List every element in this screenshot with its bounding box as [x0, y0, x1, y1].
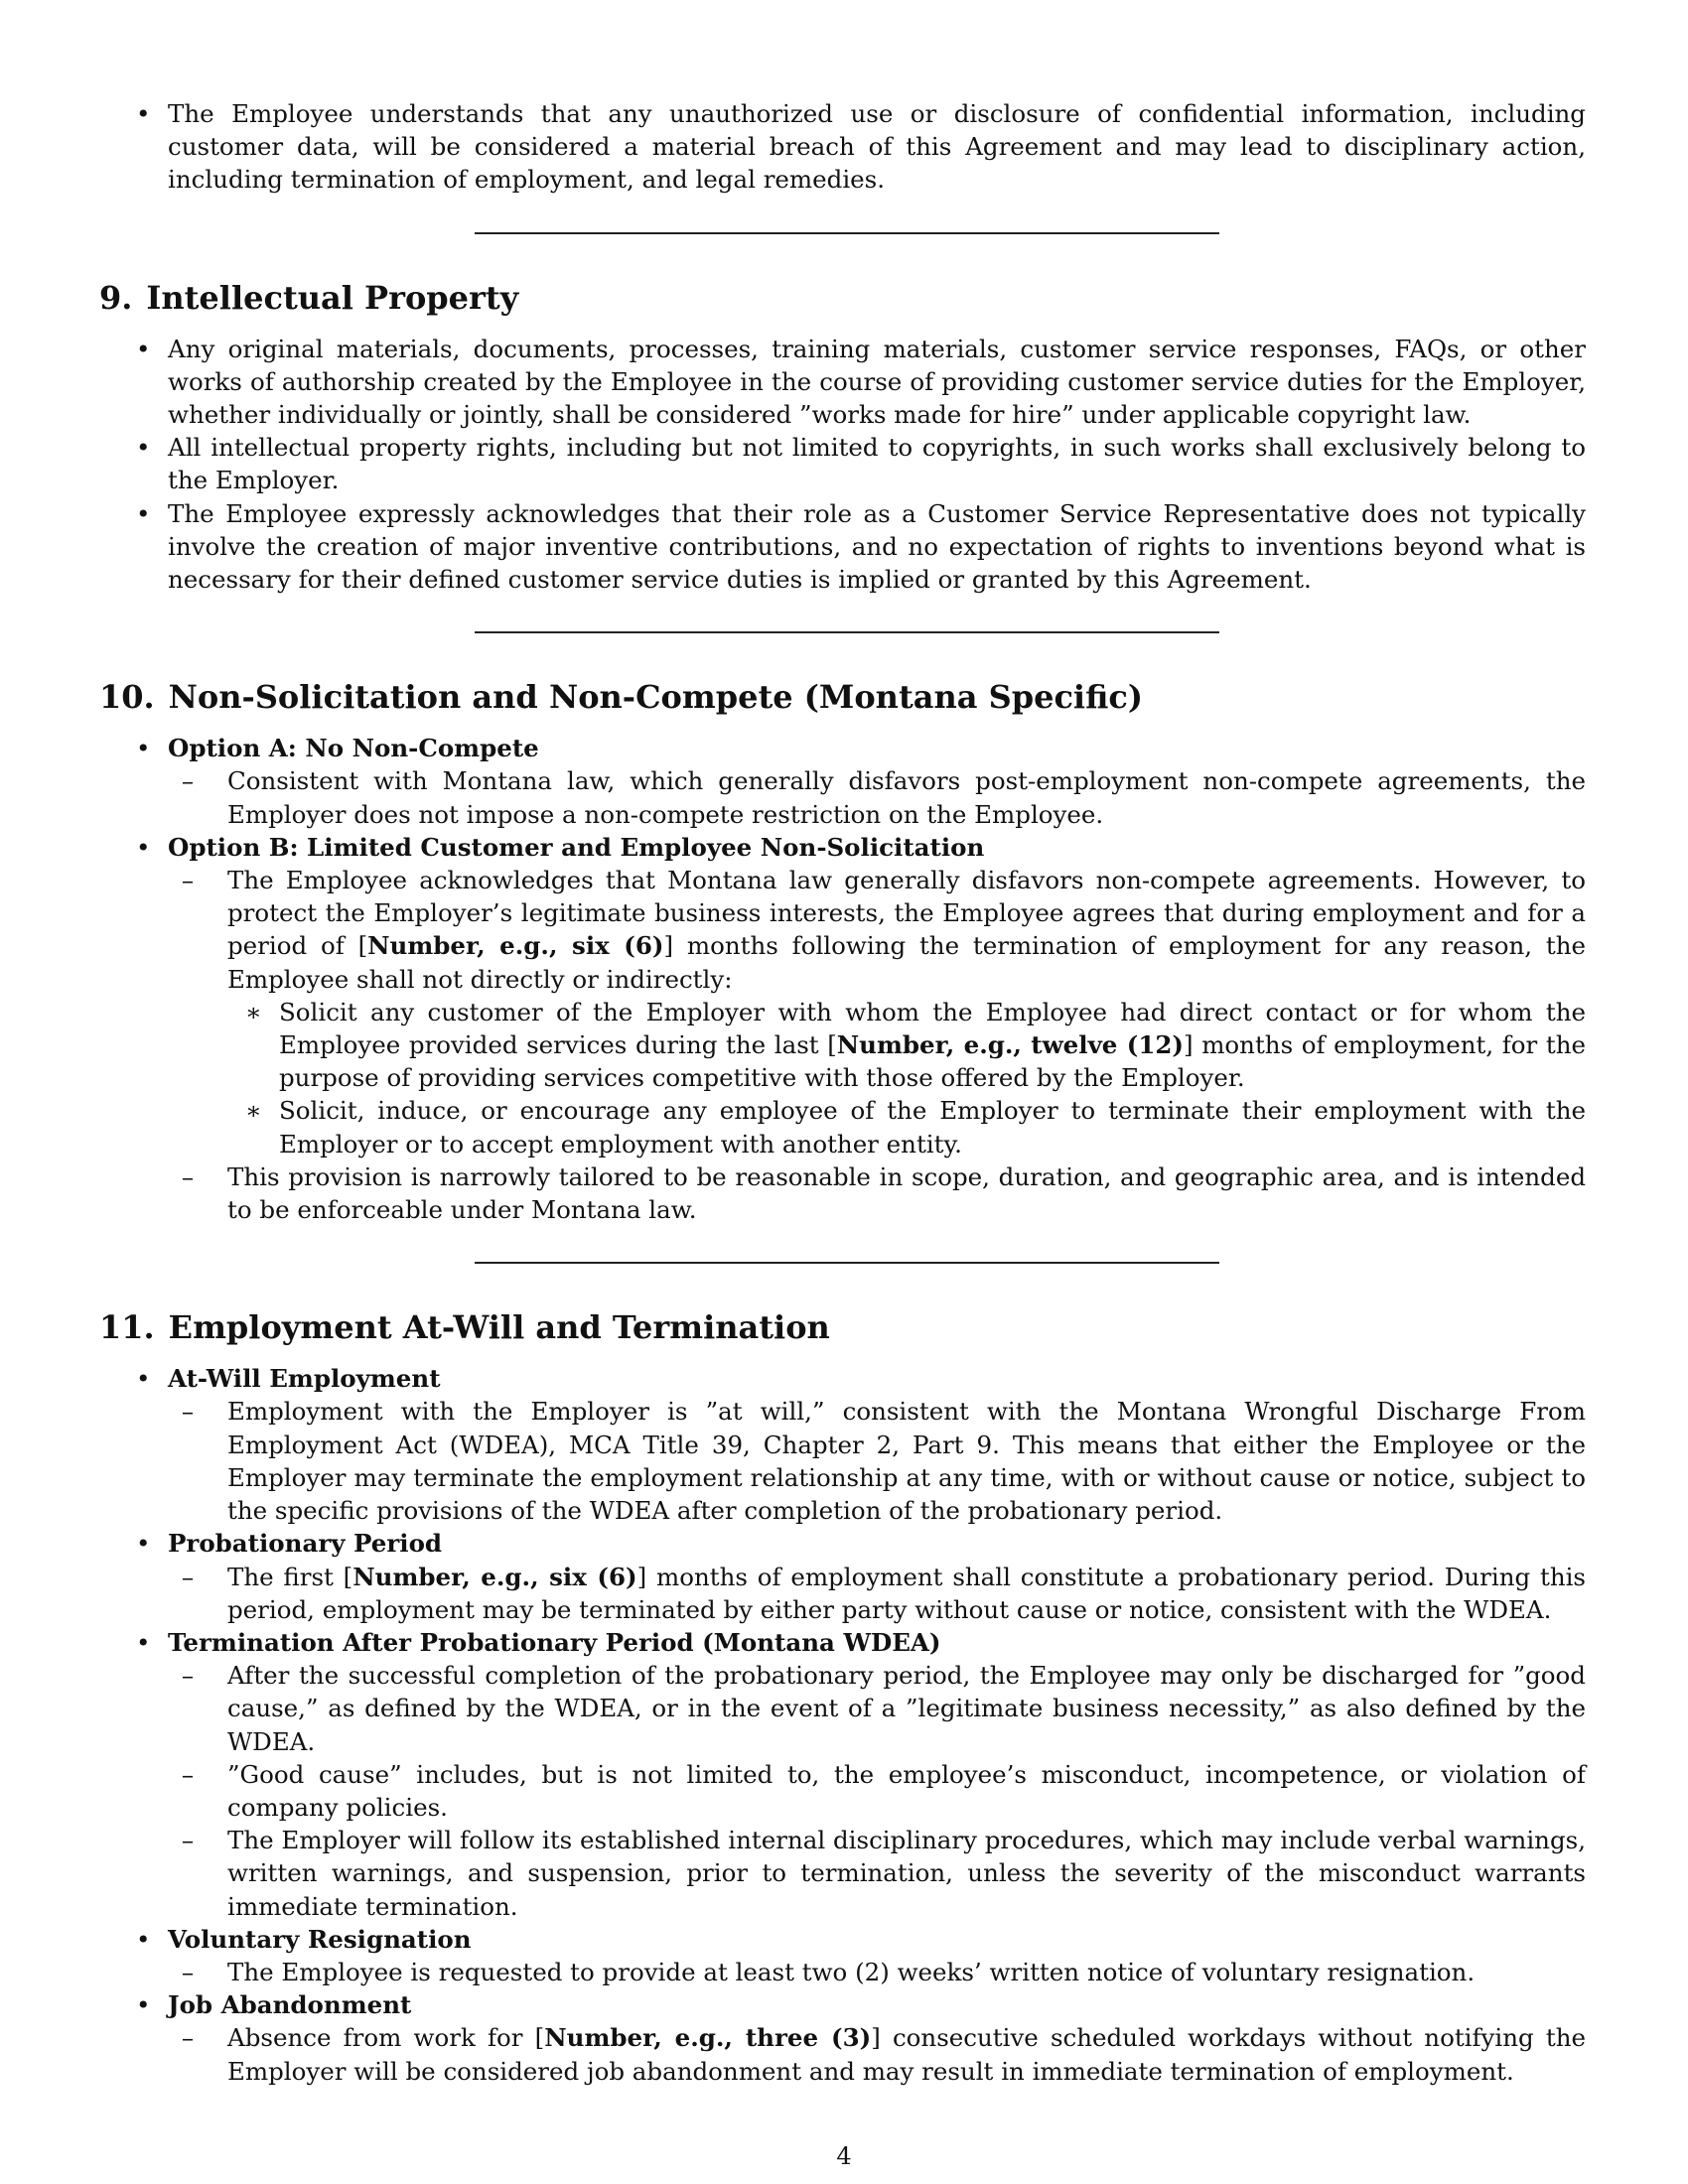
- bullet-icon: •: [136, 1529, 151, 1559]
- list-item: – The Employee is requested to provide at least two (2) weeks’ written notice of voluntary resignation.: [168, 1956, 1586, 1988]
- list-item: • The Employee understands that any unauthorized use or disclosure of confidential information, including customer data, will be considered a material breach of this Agreement and may lead to disciplinary action, including termination of employment, and legal remedies.: [136, 99, 1586, 195]
- list-item: – ”Good cause” includes, but is not limited to, the employee’s misconduct, incompetence, or violation of company policies.: [168, 1758, 1586, 1824]
- section-10-list: [99, 732, 1586, 1226]
- section-heading-10: 10. Non-Solicitation and Non-Compete (Montana Specific): [99, 678, 1143, 717]
- list-item: • Job Abandonment – Absence from work for [Number, e.g., three (3)] consecutive scheduled workdays without notifying the Employer will be considered job abandonment and may result in immediate termination of employment.: [99, 1988, 1586, 2088]
- list-item: – Employment with the Employer is ”at will,” consistent with the Montana Wrongful Discharge From Employment Act (WDEA), MCA Title 39, Chapter 2, Part 9. This means that either the Employee or the Employer may terminate the employment relationship at any time, with or without cause or notice, subject to the specific provisions of the WDEA after completion of the probationary period.: [168, 1395, 1586, 1527]
- sub-list: [168, 1659, 1586, 1923]
- list-item: – The Employee acknowledges that Montana law generally disfavors non-compete agreements. However, to protect the Employer’s legitimate business interests, the Employee agrees that during employment and for a period of [Number, e.g., six (6)] months following the termination of employment for any reason, the Employee shall not directly or indirectly: ∗ Solicit any customer of the Employer with whom the Employee had direct contact or for whom the Employee provided services during the last [Number, e.g., twelve (12)] months of employment, for the purpose of providing services competitive with those offered by the Employer. ∗ Solicit, induce, or encourage any employee of the Employer to terminate their employment with the Employer or to accept employment with another entity.: [168, 864, 1586, 1160]
- dash-icon: –: [181, 866, 195, 895]
- list-item: – The Employer will follow its established internal disciplinary procedures, which may include verbal warnings, written warnings, and suspension, prior to termination, unless the severity of the misconduct warrants immediate termination.: [168, 1824, 1586, 1923]
- bullet-icon: •: [136, 99, 151, 128]
- sub-list: [168, 1956, 1586, 1988]
- list-item: • All intellectual property rights, including but not limited to copyrights, in such works shall exclusively belong to the Employer.: [136, 433, 1586, 495]
- list-item: • The Employee expressly acknowledges that their role as a Customer Service Representative does not typically involve the creation of major inventive contributions, and no expectation of rights to inventions beyond what is necessary for their defined customer service duties is implied or granted by this Agreement.: [136, 498, 1586, 595]
- asterisk-icon: ∗: [245, 1096, 262, 1126]
- bullet-icon: •: [136, 832, 151, 862]
- sub-list: [168, 864, 1586, 1226]
- list-item: ∗ Solicit any customer of the Employer with whom the Employee had direct contact or for whom the Employee provided services during the last [Number, e.g., twelve (12)] months of employment, for the purpose of providing services competitive with those offered by the Employer.: [245, 997, 1586, 1093]
- list-item: – This provision is narrowly tailored to be reasonable in scope, duration, and geographic area, and is intended to be enforceable under Montana law.: [168, 1160, 1586, 1226]
- bullet-icon: •: [136, 1990, 151, 2020]
- sub-list: [168, 1395, 1586, 1527]
- section-heading-11: 11. Employment At-Will and Termination: [99, 1308, 830, 1347]
- list-item: • Any original materials, documents, processes, training materials, customer service responses, FAQs, or other works of authorship created by the Employee in the course of providing customer service duties for the Employer, whether individually or jointly, shall be considered ”works made for hire” under applicable copyright law.: [136, 334, 1586, 430]
- bullet-icon: •: [136, 1924, 151, 1954]
- page-number: 4: [836, 2142, 852, 2170]
- section-divider: [475, 232, 1219, 234]
- section-divider: [475, 631, 1219, 633]
- list-item: – After the successful completion of the probationary period, the Employee may only be discharged for ”good cause,” as defined by the WDEA, or in the event of a ”legitimate business necessity,” as also defined by the WDEA.: [168, 1659, 1586, 1758]
- list-item: • Option A: No Non-Compete – Consistent with Montana law, which generally disfavors post-employment non-compete agreements, the Employer does not impose a non-compete restriction on the Employee.: [99, 732, 1586, 831]
- dash-icon: –: [181, 2023, 195, 2053]
- dash-icon: –: [181, 766, 195, 796]
- dash-icon: –: [181, 1397, 195, 1427]
- list-item: • Option B: Limited Customer and Employee Non-Solicitation – The Employee acknowledges that Montana law generally disfavors non-compete agreements. However, to protect the Employer’s legitimate business interests, the Employee agrees that during employment and for a period of [Number, e.g., six (6)] months following the termination of employment for any reason, the Employee shall not directly or indirectly: ∗ Solicit any customer of the Employer with whom the Employee had direct contact or for whom the Employee provided services during the last [Number, e.g., twelve (12)] months of employment, for the purpose of providing services competitive with those offered by the Employer. ∗ Solicit, induce, or encourage any employee of the Employer to terminate their employment with the Employer or to accept employment with another entity. – This provision is narrowly tailored to be reasonable in scope, duration, and geographic area, and is intended to be enforceable under Montana law.: [99, 831, 1586, 1226]
- bullet-icon: •: [136, 1627, 151, 1657]
- list-item: • Voluntary Resignation – The Employee is requested to provide at least two (2) weeks’ written notice of voluntary resignation.: [99, 1923, 1586, 1988]
- section-heading-9: 9. Intellectual Property: [99, 278, 519, 317]
- section-11-list: [99, 1362, 1586, 2087]
- dash-icon: –: [181, 1826, 195, 1855]
- list-item: – The first [Number, e.g., six (6)] months of employment shall constitute a probationary period. During this period, employment may be terminated by either party without cause or notice, consistent with the WDEA.: [168, 1561, 1586, 1626]
- list-item: – Absence from work for [Number, e.g., three (3)] consecutive scheduled workdays without notifying the Employer will be considered job abandonment and may result in immediate termination of employment.: [168, 2021, 1586, 2087]
- sub-list: [168, 764, 1586, 830]
- list-item: • At-Will Employment – Employment with the Employer is ”at will,” consistent with the Montana Wrongful Discharge From Employment Act (WDEA), MCA Title 39, Chapter 2, Part 9. This means that either the Employee or the Employer may terminate the employment relationship at any time, with or without cause or notice, subject to the specific provisions of the WDEA after completion of the probationary period.: [99, 1362, 1586, 1527]
- document-page: [99, 97, 1586, 2088]
- asterisk-icon: ∗: [245, 997, 262, 1026]
- list-item: ∗ Solicit, induce, or encourage any employee of the Employer to terminate their employment with the Employer or to accept employment with another entity.: [245, 1096, 1586, 1159]
- sub-sub-list: [227, 996, 1586, 1160]
- dash-icon: –: [181, 1759, 195, 1789]
- list-item: • Termination After Probationary Period (Montana WDEA) – After the successful completion of the probationary period, the Employee may only be discharged for ”good cause,” as defined by the WDEA, or in the event of a ”legitimate business necessity,” as also defined by the WDEA. – ”Good cause” includes, but is not limited to, the employee’s misconduct, incompetence, or violation of company policies. – The Employer will follow its established internal disciplinary procedures, which may include verbal warnings, written warnings, and suspension, prior to termination, unless the severity of the misconduct warrants immediate termination.: [99, 1626, 1586, 1923]
- dash-icon: –: [181, 1161, 195, 1191]
- bullet-icon: •: [136, 433, 151, 463]
- dash-icon: –: [181, 1562, 195, 1591]
- sub-list: [168, 2021, 1586, 2087]
- dash-icon: –: [181, 1661, 195, 1691]
- list-item: – Consistent with Montana law, which generally disfavors post-employment non-compete agreements, the Employer does not impose a non-compete restriction on the Employee.: [168, 764, 1586, 830]
- bullet-icon: •: [136, 498, 151, 528]
- section-9-list: [99, 333, 1586, 597]
- bullet-icon: •: [136, 734, 151, 763]
- section-divider: [475, 1262, 1219, 1264]
- sub-list: [168, 1561, 1586, 1626]
- dash-icon: –: [181, 1957, 195, 1986]
- bullet-icon: •: [136, 1364, 151, 1394]
- bullet-icon: •: [136, 334, 151, 363]
- intro-list: [99, 97, 1586, 197]
- list-item: • Probationary Period – The first [Number, e.g., six (6)] months of employment shall constitute a probationary period. During this period, employment may be terminated by either party without cause or notice, consistent with the WDEA.: [99, 1527, 1586, 1626]
